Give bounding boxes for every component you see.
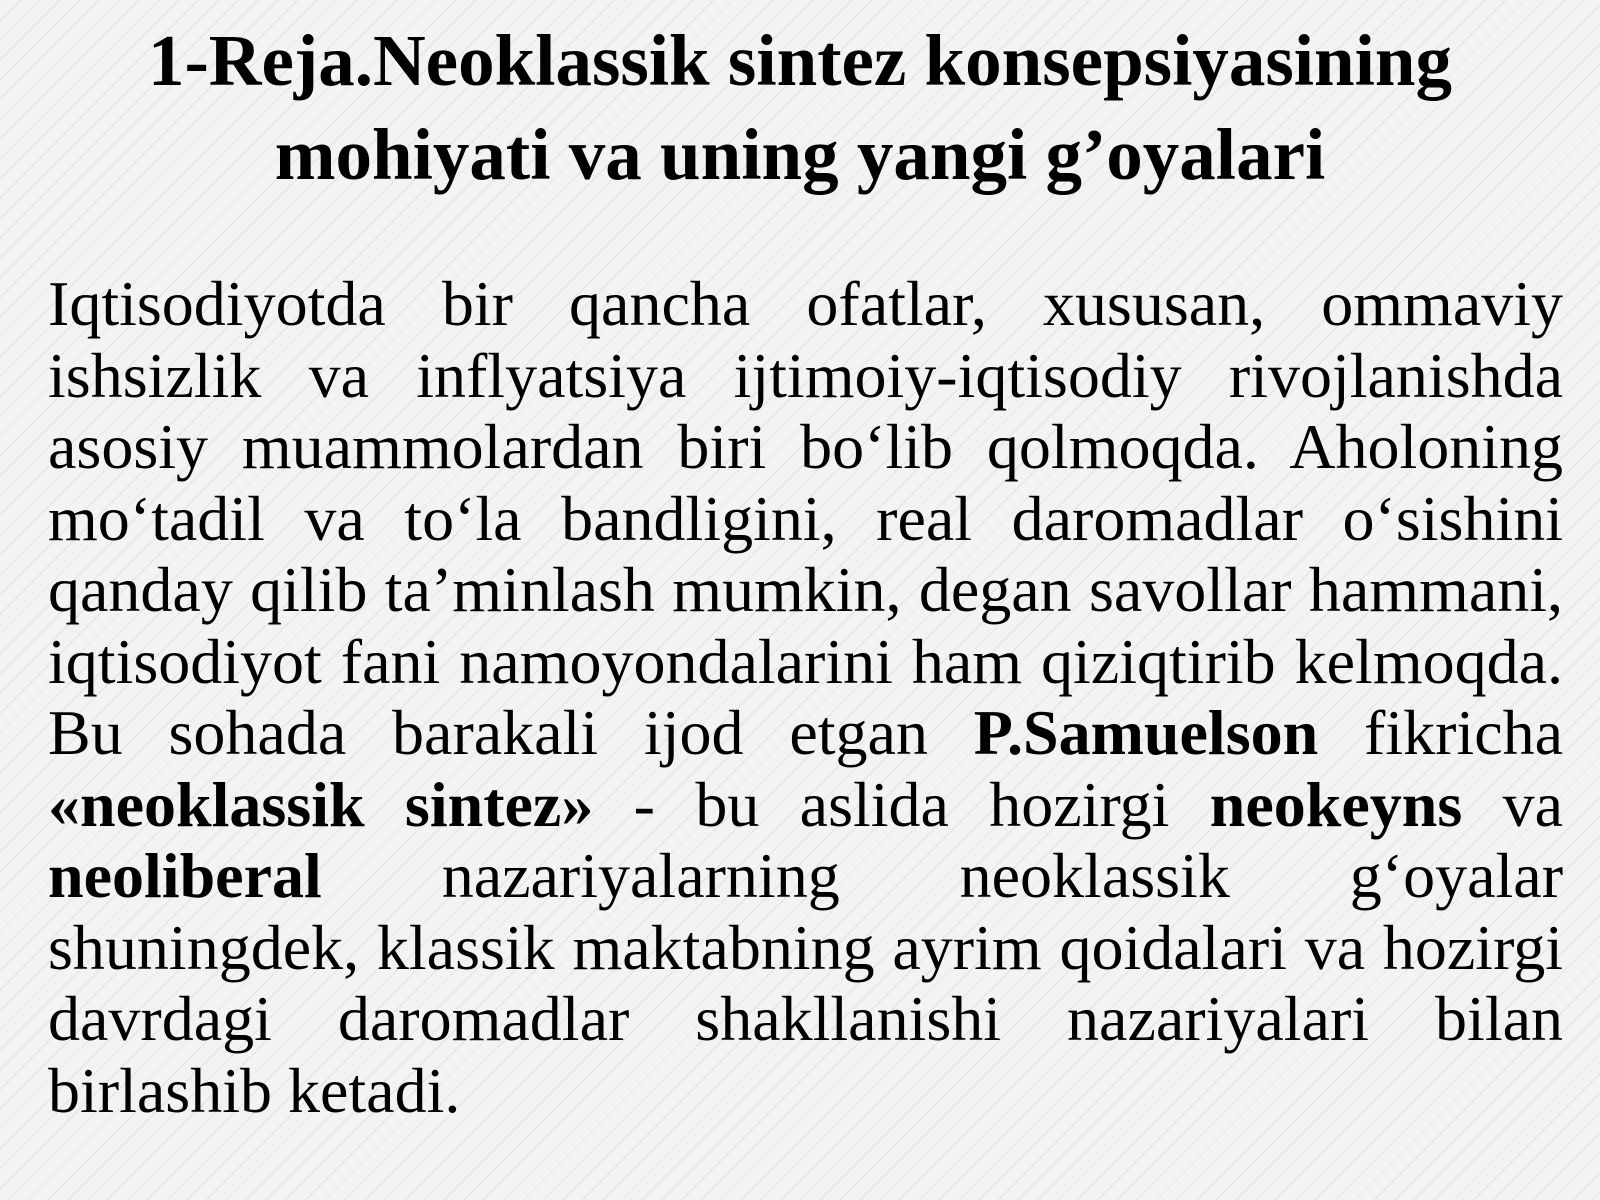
body-text-part-3: - bu aslida hozirgi [593,768,1210,840]
term-neokeyns: neokeyns [1209,768,1463,840]
body-text-part-1: Iqtisodiyotda bir qancha ofatlar, xususan, ommaviy ishsizlik va inflyatsiya ijtimoiy-iqtisodiy rivojlanishda asosiy muammolardan biri bo‘lib qolmoqda. Aholoning mo‘tadil va to‘la bandligini, real daromadlar o‘sishini qanday qilib ta’minlash mumkin, degan savollar hammani, iqtisodiyot fani namoyondalarini ham qiziqtirib kelmoqda. Bu sohada barakali ijod etgan [48,268,1563,768]
author-name: P.Samuelson [973,697,1319,768]
term-neoclassical-synthesis: «neoklassik sintez» [48,768,594,840]
body-text-part-4: va [1462,768,1563,840]
body-paragraph [48,268,1563,1126]
slide-title: 1-Reja.Neoklassik sintez konsepsiyasining mohiyati va uning yangi g’oyalari [147,20,1453,195]
body-text-part-2: fikricha [1318,697,1564,768]
term-neoliberal: neoliberal [48,840,322,911]
body-text-part-5: nazariyalarning neoklassik g‘oyalar shuningdek, klassik maktabning ayrim qoidalari va hozirgi davrdagi daromadlar shakllanishi nazariyalari bilan birlashib ketadi. [48,840,1563,1126]
